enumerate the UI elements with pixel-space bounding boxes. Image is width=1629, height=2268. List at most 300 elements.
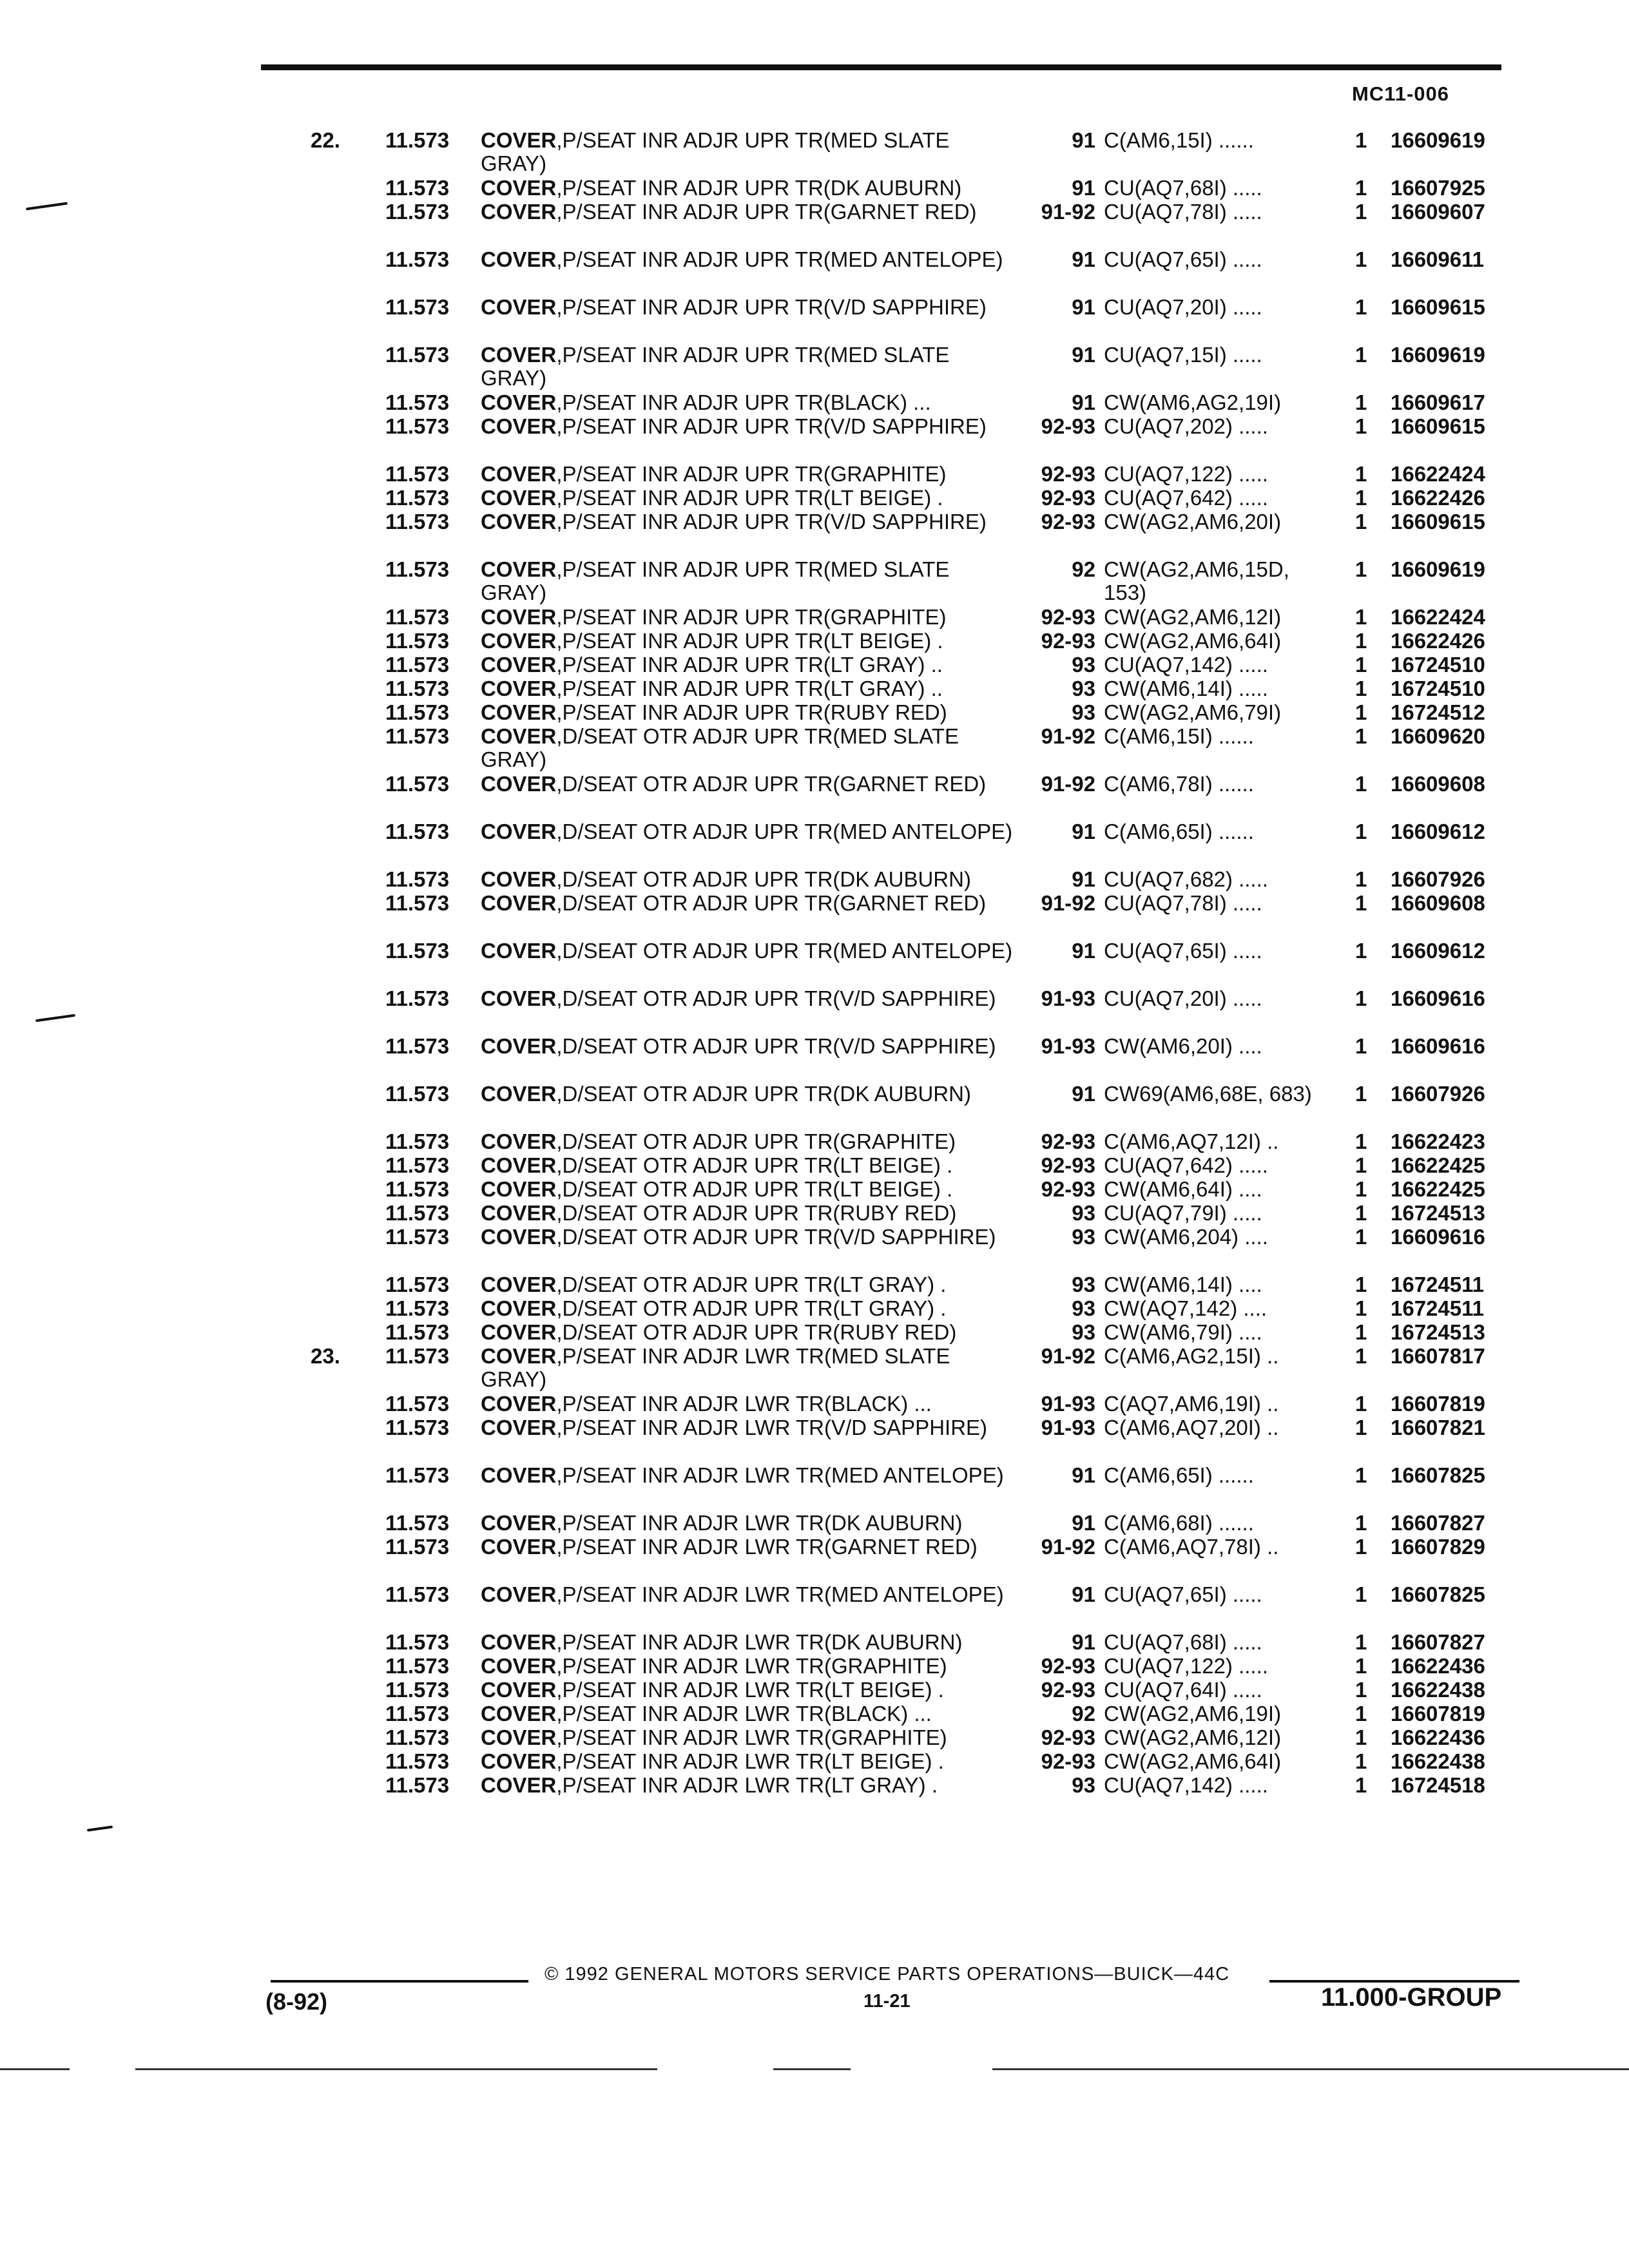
row-description-noun: COVER bbox=[481, 343, 557, 367]
row-part-number: 16622425 bbox=[1391, 1177, 1485, 1201]
row-group-number: 11.573 bbox=[385, 605, 450, 629]
row-years: 92-93 bbox=[1041, 629, 1095, 653]
row-option-codes: CU(AQ7,142) ..... bbox=[1104, 653, 1268, 677]
row-description bbox=[481, 248, 1016, 271]
row-group-number: 11.573 bbox=[385, 700, 450, 724]
row-quantity: 1 bbox=[1355, 510, 1367, 533]
row-quantity: 1 bbox=[1355, 605, 1367, 629]
row-years: 92-93 bbox=[1041, 1678, 1095, 1702]
footer-group: 11.000-GROUP bbox=[1321, 1983, 1502, 2012]
row-years: 93 bbox=[1072, 677, 1095, 700]
margin-mark bbox=[87, 1825, 113, 1832]
row-description-noun: COVER bbox=[481, 1034, 557, 1058]
row-option-codes: C(AM6,AQ7,12I) .. bbox=[1104, 1129, 1279, 1153]
row-years: 91 bbox=[1072, 343, 1095, 367]
row-description bbox=[481, 1154, 1016, 1177]
row-part-number: 16724511 bbox=[1391, 1296, 1485, 1320]
row-group-number: 11.573 bbox=[385, 1153, 450, 1177]
row-part-number: 16609619 bbox=[1391, 557, 1485, 581]
row-description-detail: ,P/SEAT INR ADJR UPR TR(MED ANTELOPE) bbox=[556, 247, 1003, 271]
row-group-number: 11.573 bbox=[385, 295, 450, 319]
table-row bbox=[0, 1225, 1629, 1273]
row-years: 91 bbox=[1072, 1511, 1095, 1535]
row-quantity: 1 bbox=[1355, 1320, 1367, 1344]
row-description bbox=[481, 1082, 1016, 1106]
row-description-detail: ,D/SEAT OTR ADJR UPR TR(GRAPHITE) bbox=[556, 1129, 956, 1153]
table-row bbox=[0, 1273, 1629, 1297]
row-description-noun: COVER bbox=[481, 939, 557, 963]
row-part-number: 16622438 bbox=[1391, 1749, 1485, 1773]
row-part-number: 16607926 bbox=[1391, 867, 1485, 891]
table-row bbox=[0, 1726, 1629, 1750]
row-part-number: 16609619 bbox=[1391, 128, 1485, 152]
row-description-detail: ,P/SEAT INR ADJR UPR TR(BLACK) ... bbox=[556, 390, 931, 414]
row-group-number: 11.573 bbox=[385, 1273, 450, 1296]
row-option-codes: C(AM6,65I) ...... bbox=[1104, 1463, 1254, 1487]
row-description-detail: ,P/SEAT INR ADJR LWR TR(GARNET RED) bbox=[556, 1535, 978, 1559]
row-group-number: 11.573 bbox=[385, 939, 450, 963]
row-years: 91 bbox=[1072, 128, 1095, 152]
row-group-number: 11.573 bbox=[385, 1344, 450, 1368]
row-group-number: 11.573 bbox=[385, 128, 450, 152]
row-quantity: 1 bbox=[1355, 867, 1367, 891]
row-part-number: 16609608 bbox=[1391, 772, 1485, 796]
row-years: 92-93 bbox=[1041, 1129, 1095, 1153]
row-description-detail: ,P/SEAT INR ADJR LWR TR(DK AUBURN) bbox=[556, 1511, 963, 1535]
row-group-number: 11.573 bbox=[385, 1392, 450, 1416]
row-years: 92-93 bbox=[1041, 462, 1095, 486]
row-group-number: 11.573 bbox=[385, 1725, 450, 1749]
row-quantity: 1 bbox=[1355, 128, 1367, 152]
row-description-detail: ,P/SEAT INR ADJR UPR TR(V/D SAPPHIRE) bbox=[556, 414, 987, 438]
row-description bbox=[481, 296, 1016, 319]
row-group-number: 11.573 bbox=[385, 1201, 450, 1225]
row-quantity: 1 bbox=[1355, 1034, 1367, 1058]
row-description-noun: COVER bbox=[481, 677, 557, 700]
row-description bbox=[481, 1392, 1016, 1416]
table-row bbox=[0, 1583, 1629, 1631]
row-years: 92-93 bbox=[1041, 1654, 1095, 1678]
row-part-number: 16609619 bbox=[1391, 343, 1485, 367]
row-description bbox=[481, 391, 1016, 414]
row-description-detail: ,D/SEAT OTR ADJR UPR TR(MED ANTELOPE) bbox=[556, 939, 1013, 963]
row-quantity: 1 bbox=[1355, 1582, 1367, 1606]
row-description-noun: COVER bbox=[481, 605, 557, 629]
row-years: 91-93 bbox=[1041, 986, 1095, 1010]
row-description-noun: COVER bbox=[481, 891, 557, 915]
row-quantity: 1 bbox=[1355, 1773, 1367, 1797]
row-years: 92-93 bbox=[1041, 1749, 1095, 1773]
row-description bbox=[481, 558, 1016, 604]
row-quantity: 1 bbox=[1355, 1678, 1367, 1702]
row-description bbox=[481, 939, 1016, 963]
row-description-noun: COVER bbox=[481, 724, 557, 748]
row-years: 91-92 bbox=[1041, 891, 1095, 915]
row-group-number: 11.573 bbox=[385, 247, 450, 271]
row-quantity: 1 bbox=[1355, 1630, 1367, 1654]
row-description-noun: COVER bbox=[481, 486, 557, 510]
row-quantity: 1 bbox=[1355, 1082, 1367, 1106]
row-part-number: 16622423 bbox=[1391, 1129, 1485, 1153]
row-group-number: 11.573 bbox=[385, 629, 450, 653]
row-option-codes: CU(AQ7,15I) ..... bbox=[1104, 343, 1262, 367]
row-description bbox=[481, 343, 1016, 390]
row-quantity: 1 bbox=[1355, 629, 1367, 653]
row-description-noun: COVER bbox=[481, 653, 557, 677]
row-option-codes: CW(AG2,AM6,19I) bbox=[1104, 1702, 1282, 1725]
row-description-detail: ,P/SEAT INR ADJR UPR TR(MED SLATE GRAY) bbox=[481, 343, 950, 390]
row-description-noun: COVER bbox=[481, 128, 557, 152]
footer-copyright: © 1992 GENERAL MOTORS SERVICE PARTS OPERATIONS—BUICK—44C bbox=[545, 1964, 1230, 1984]
row-part-number: 16607819 bbox=[1391, 1702, 1485, 1725]
row-group-number: 11.573 bbox=[385, 772, 450, 796]
row-group-number: 11.573 bbox=[385, 1582, 450, 1606]
row-part-number: 16607827 bbox=[1391, 1511, 1485, 1535]
row-group-number: 11.573 bbox=[385, 867, 450, 891]
row-years: 93 bbox=[1072, 700, 1095, 724]
table-row bbox=[0, 1035, 1629, 1082]
table-row bbox=[0, 1774, 1629, 1798]
row-description-detail: ,D/SEAT OTR ADJR UPR TR(LT BEIGE) . bbox=[556, 1177, 953, 1201]
row-description-detail: ,P/SEAT INR ADJR LWR TR(LT GRAY) . bbox=[556, 1773, 938, 1797]
row-description bbox=[481, 200, 1016, 224]
row-description bbox=[481, 1297, 1016, 1320]
row-description-detail: ,P/SEAT INR ADJR LWR TR(V/D SAPPHIRE) bbox=[556, 1416, 988, 1439]
table-row bbox=[0, 558, 1629, 606]
row-quantity: 1 bbox=[1355, 1273, 1367, 1296]
row-years: 91 bbox=[1072, 939, 1095, 963]
table-row bbox=[0, 1750, 1629, 1774]
row-quantity: 1 bbox=[1355, 1463, 1367, 1487]
row-description-noun: COVER bbox=[481, 629, 557, 653]
row-description bbox=[481, 510, 1016, 533]
row-part-number: 16622426 bbox=[1391, 629, 1485, 653]
row-quantity: 1 bbox=[1355, 653, 1367, 677]
row-option-codes: CW(AG2,AM6,64I) bbox=[1104, 629, 1282, 653]
row-option-codes: CW(AM6,79I) .... bbox=[1104, 1320, 1262, 1344]
row-part-number: 16622426 bbox=[1391, 486, 1485, 510]
row-description bbox=[481, 1202, 1016, 1225]
row-part-number: 16607926 bbox=[1391, 1082, 1485, 1106]
row-years: 91-92 bbox=[1041, 200, 1095, 224]
row-option-codes: CW(AM6,14I) .... bbox=[1104, 1273, 1262, 1296]
row-option-codes: C(AM6,AQ7,20I) .. bbox=[1104, 1416, 1279, 1439]
row-part-number: 16607825 bbox=[1391, 1582, 1485, 1606]
row-quantity: 1 bbox=[1355, 1177, 1367, 1201]
parts-list bbox=[0, 129, 1629, 1798]
row-description bbox=[481, 1678, 1016, 1702]
row-description bbox=[481, 606, 1016, 629]
table-row bbox=[0, 1345, 1629, 1392]
row-option-codes: C(AM6,15I) ...... bbox=[1104, 724, 1254, 748]
row-description-noun: COVER bbox=[481, 820, 557, 843]
row-description-detail: ,D/SEAT OTR ADJR UPR TR(MED ANTELOPE) bbox=[556, 820, 1013, 843]
row-description bbox=[481, 1464, 1016, 1487]
row-quantity: 1 bbox=[1355, 1416, 1367, 1439]
row-group-number: 11.573 bbox=[385, 1773, 450, 1797]
row-description-noun: COVER bbox=[481, 295, 557, 319]
row-group-number: 11.573 bbox=[385, 1511, 450, 1535]
row-years: 92 bbox=[1072, 1702, 1095, 1725]
row-description bbox=[481, 1273, 1016, 1296]
row-description bbox=[481, 177, 1016, 200]
table-row bbox=[0, 1702, 1629, 1726]
row-years: 91 bbox=[1072, 390, 1095, 414]
table-row bbox=[0, 1321, 1629, 1345]
row-description bbox=[481, 1750, 1016, 1773]
row-option-codes: CU(AQ7,68I) ..... bbox=[1104, 176, 1262, 200]
row-option-codes: CW(AM6,204) .... bbox=[1104, 1225, 1268, 1249]
row-quantity: 1 bbox=[1355, 1702, 1367, 1725]
row-description-noun: COVER bbox=[481, 1296, 557, 1320]
row-description-detail: ,P/SEAT INR ADJR UPR TR(LT GRAY) .. bbox=[556, 677, 943, 700]
row-quantity: 1 bbox=[1355, 247, 1367, 271]
row-group-number: 11.573 bbox=[385, 1463, 450, 1487]
row-description-detail: ,P/SEAT INR ADJR LWR TR(MED ANTELOPE) bbox=[556, 1582, 1004, 1606]
row-description-detail: ,P/SEAT INR ADJR UPR TR(V/D SAPPHIRE) bbox=[556, 510, 987, 533]
table-row bbox=[0, 701, 1629, 725]
row-description-detail: ,D/SEAT OTR ADJR UPR TR(RUBY RED) bbox=[556, 1201, 957, 1225]
row-part-number: 16607819 bbox=[1391, 1392, 1485, 1416]
row-quantity: 1 bbox=[1355, 891, 1367, 915]
table-row bbox=[0, 1464, 1629, 1512]
table-row bbox=[0, 486, 1629, 510]
row-years: 93 bbox=[1072, 1273, 1095, 1296]
row-part-number: 16607817 bbox=[1391, 1344, 1485, 1368]
table-row bbox=[0, 415, 1629, 463]
row-description bbox=[481, 773, 1016, 796]
row-description bbox=[481, 653, 1016, 677]
row-ref-number: 23. bbox=[311, 1344, 340, 1368]
table-row bbox=[0, 1655, 1629, 1678]
row-part-number: 16607925 bbox=[1391, 176, 1485, 200]
row-description-detail: ,D/SEAT OTR ADJR UPR TR(MED SLATE GRAY) bbox=[481, 724, 959, 771]
row-quantity: 1 bbox=[1355, 939, 1367, 963]
row-option-codes: CU(AQ7,642) ..... bbox=[1104, 486, 1268, 510]
row-description-noun: COVER bbox=[481, 1654, 557, 1678]
table-row bbox=[0, 606, 1629, 629]
row-part-number: 16607825 bbox=[1391, 1463, 1485, 1487]
row-years: 91 bbox=[1072, 1463, 1095, 1487]
row-part-number: 16622438 bbox=[1391, 1678, 1485, 1702]
row-part-number: 16609616 bbox=[1391, 1225, 1485, 1249]
row-quantity: 1 bbox=[1355, 986, 1367, 1010]
row-years: 93 bbox=[1072, 1296, 1095, 1320]
row-years: 93 bbox=[1072, 653, 1095, 677]
row-quantity: 1 bbox=[1355, 1511, 1367, 1535]
row-description bbox=[481, 1702, 1016, 1725]
table-row bbox=[0, 1416, 1629, 1464]
row-description-detail: ,D/SEAT OTR ADJR UPR TR(GARNET RED) bbox=[556, 772, 987, 796]
row-option-codes: CW(AG2,AM6,20I) bbox=[1104, 510, 1282, 533]
row-description-noun: COVER bbox=[481, 557, 557, 581]
scan-edge-line bbox=[135, 2068, 657, 2070]
row-description bbox=[481, 1225, 1016, 1249]
table-row bbox=[0, 1535, 1629, 1583]
row-description-detail: ,D/SEAT OTR ADJR UPR TR(V/D SAPPHIRE) bbox=[556, 1034, 996, 1058]
row-years: 91-93 bbox=[1041, 1034, 1095, 1058]
row-group-number: 11.573 bbox=[385, 1296, 450, 1320]
row-group-number: 11.573 bbox=[385, 343, 450, 367]
table-row bbox=[0, 677, 1629, 701]
row-description-detail: ,P/SEAT INR ADJR LWR TR(BLACK) ... bbox=[556, 1702, 932, 1725]
row-part-number: 16607821 bbox=[1391, 1416, 1485, 1439]
row-option-codes: C(AM6,AQ7,78I) .. bbox=[1104, 1535, 1279, 1559]
row-group-number: 11.573 bbox=[385, 1129, 450, 1153]
row-part-number: 16609612 bbox=[1391, 820, 1485, 843]
row-years: 92-93 bbox=[1041, 510, 1095, 533]
row-group-number: 11.573 bbox=[385, 1177, 450, 1201]
table-row bbox=[0, 1130, 1629, 1154]
row-part-number: 16609612 bbox=[1391, 939, 1485, 963]
row-description-detail: ,P/SEAT INR ADJR LWR TR(GRAPHITE) bbox=[556, 1654, 947, 1678]
row-quantity: 1 bbox=[1355, 677, 1367, 700]
table-row bbox=[0, 939, 1629, 987]
scan-edge-line bbox=[773, 2068, 851, 2070]
row-option-codes: CW(AM6,AG2,19I) bbox=[1104, 390, 1282, 414]
row-description bbox=[481, 1321, 1016, 1344]
row-group-number: 11.573 bbox=[385, 1654, 450, 1678]
row-description-noun: COVER bbox=[481, 247, 557, 271]
row-option-codes: CU(AQ7,65I) ..... bbox=[1104, 1582, 1262, 1606]
row-description-noun: COVER bbox=[481, 1082, 557, 1106]
table-row bbox=[0, 343, 1629, 391]
table-row bbox=[0, 773, 1629, 820]
row-option-codes: CW(AG2,AM6,79I) bbox=[1104, 700, 1282, 724]
row-description bbox=[481, 1655, 1016, 1678]
row-quantity: 1 bbox=[1355, 462, 1367, 486]
row-description-noun: COVER bbox=[481, 462, 557, 486]
row-quantity: 1 bbox=[1355, 295, 1367, 319]
row-description-noun: COVER bbox=[481, 176, 557, 200]
row-description-detail: ,P/SEAT INR ADJR UPR TR(LT BEIGE) . bbox=[556, 629, 943, 653]
row-part-number: 16609615 bbox=[1391, 414, 1485, 438]
table-row bbox=[0, 177, 1629, 200]
row-years: 91 bbox=[1072, 867, 1095, 891]
row-part-number: 16724518 bbox=[1391, 1773, 1485, 1797]
row-option-codes: CU(AQ7,682) ..... bbox=[1104, 867, 1268, 891]
row-description-noun: COVER bbox=[481, 1511, 557, 1535]
row-description-detail: ,P/SEAT INR ADJR UPR TR(DK AUBURN) bbox=[556, 176, 962, 200]
table-row bbox=[0, 987, 1629, 1035]
row-option-codes: CW(AG2,AM6,15D, 153) bbox=[1104, 557, 1289, 604]
row-part-number: 16609611 bbox=[1391, 247, 1485, 271]
row-description bbox=[481, 701, 1016, 724]
row-part-number: 16609615 bbox=[1391, 295, 1485, 319]
row-description-detail: ,D/SEAT OTR ADJR UPR TR(DK AUBURN) bbox=[556, 867, 971, 891]
row-description bbox=[481, 629, 1016, 653]
scan-edge-line bbox=[0, 2068, 70, 2070]
row-option-codes: CW69(AM6,68E, 683) bbox=[1104, 1082, 1312, 1106]
row-quantity: 1 bbox=[1355, 820, 1367, 843]
row-description-detail: ,D/SEAT OTR ADJR UPR TR(V/D SAPPHIRE) bbox=[556, 1225, 996, 1249]
row-part-number: 16622424 bbox=[1391, 605, 1485, 629]
table-row bbox=[0, 1178, 1629, 1202]
row-description bbox=[481, 820, 1016, 843]
row-description-detail: ,P/SEAT INR ADJR UPR TR(GRAPHITE) bbox=[556, 605, 947, 629]
row-quantity: 1 bbox=[1355, 486, 1367, 510]
row-description-noun: COVER bbox=[481, 1582, 557, 1606]
scan-edge-line bbox=[992, 2068, 1629, 2070]
row-option-codes: CU(AQ7,65I) ..... bbox=[1104, 247, 1262, 271]
row-description-noun: COVER bbox=[481, 1392, 557, 1416]
row-years: 92-93 bbox=[1041, 1153, 1095, 1177]
row-part-number: 16609616 bbox=[1391, 1034, 1485, 1058]
row-ref-number: 22. bbox=[311, 128, 340, 152]
row-option-codes: C(AM6,68I) ...... bbox=[1104, 1511, 1254, 1535]
row-option-codes: CU(AQ7,642) ..... bbox=[1104, 1153, 1268, 1177]
row-description bbox=[481, 1130, 1016, 1153]
row-option-codes: C(AQ7,AM6,19I) .. bbox=[1104, 1392, 1279, 1416]
row-description-detail: ,P/SEAT INR ADJR LWR TR(LT BEIGE) . bbox=[556, 1749, 944, 1773]
row-group-number: 11.573 bbox=[385, 1535, 450, 1559]
row-group-number: 11.573 bbox=[385, 414, 450, 438]
row-option-codes: CU(AQ7,122) ..... bbox=[1104, 1654, 1268, 1678]
table-row bbox=[0, 1392, 1629, 1416]
row-group-number: 11.573 bbox=[385, 176, 450, 200]
row-description-noun: COVER bbox=[481, 1153, 557, 1177]
row-quantity: 1 bbox=[1355, 1201, 1367, 1225]
row-quantity: 1 bbox=[1355, 1725, 1367, 1749]
row-description-detail: ,P/SEAT INR ADJR UPR TR(GRAPHITE) bbox=[556, 462, 947, 486]
row-part-number: 16724513 bbox=[1391, 1201, 1485, 1225]
row-part-number: 16609617 bbox=[1391, 390, 1485, 414]
row-group-number: 11.573 bbox=[385, 557, 450, 581]
table-row bbox=[0, 820, 1629, 868]
row-description-noun: COVER bbox=[481, 1344, 557, 1368]
row-group-number: 11.573 bbox=[385, 462, 450, 486]
row-group-number: 11.573 bbox=[385, 1749, 450, 1773]
row-quantity: 1 bbox=[1355, 1129, 1367, 1153]
row-description-detail: ,D/SEAT OTR ADJR UPR TR(LT GRAY) . bbox=[556, 1273, 947, 1296]
row-quantity: 1 bbox=[1355, 1296, 1367, 1320]
row-description-noun: COVER bbox=[481, 1773, 557, 1797]
row-quantity: 1 bbox=[1355, 1749, 1367, 1773]
row-quantity: 1 bbox=[1355, 772, 1367, 796]
row-group-number: 11.573 bbox=[385, 986, 450, 1010]
row-quantity: 1 bbox=[1355, 1344, 1367, 1368]
row-quantity: 1 bbox=[1355, 176, 1367, 200]
row-description bbox=[481, 868, 1016, 891]
row-part-number: 16724510 bbox=[1391, 677, 1485, 700]
row-description-noun: COVER bbox=[481, 1725, 557, 1749]
row-option-codes: C(AM6,65I) ...... bbox=[1104, 820, 1254, 843]
row-years: 92-93 bbox=[1041, 414, 1095, 438]
row-part-number: 16622425 bbox=[1391, 1153, 1485, 1177]
row-part-number: 16724511 bbox=[1391, 1273, 1485, 1296]
row-option-codes: CU(AQ7,20I) ..... bbox=[1104, 295, 1262, 319]
row-years: 91 bbox=[1072, 1630, 1095, 1654]
row-part-number: 16622436 bbox=[1391, 1654, 1485, 1678]
row-years: 92-93 bbox=[1041, 1177, 1095, 1201]
row-description bbox=[481, 415, 1016, 438]
row-description-detail: ,P/SEAT INR ADJR LWR TR(BLACK) ... bbox=[556, 1392, 932, 1416]
row-description-detail: ,D/SEAT OTR ADJR UPR TR(GARNET RED) bbox=[556, 891, 987, 915]
table-row bbox=[0, 391, 1629, 415]
row-description-detail: ,P/SEAT INR ADJR LWR TR(DK AUBURN) bbox=[556, 1630, 963, 1654]
row-quantity: 1 bbox=[1355, 1153, 1367, 1177]
table-row bbox=[0, 248, 1629, 296]
table-row bbox=[0, 510, 1629, 558]
row-years: 93 bbox=[1072, 1225, 1095, 1249]
row-quantity: 1 bbox=[1355, 1654, 1367, 1678]
table-row bbox=[0, 653, 1629, 677]
row-quantity: 1 bbox=[1355, 1535, 1367, 1559]
row-years: 91-92 bbox=[1041, 1535, 1095, 1559]
row-description-detail: ,P/SEAT INR ADJR UPR TR(RUBY RED) bbox=[556, 700, 947, 724]
row-group-number: 11.573 bbox=[385, 1702, 450, 1725]
row-description-detail: ,P/SEAT INR ADJR UPR TR(GARNET RED) bbox=[556, 200, 977, 224]
